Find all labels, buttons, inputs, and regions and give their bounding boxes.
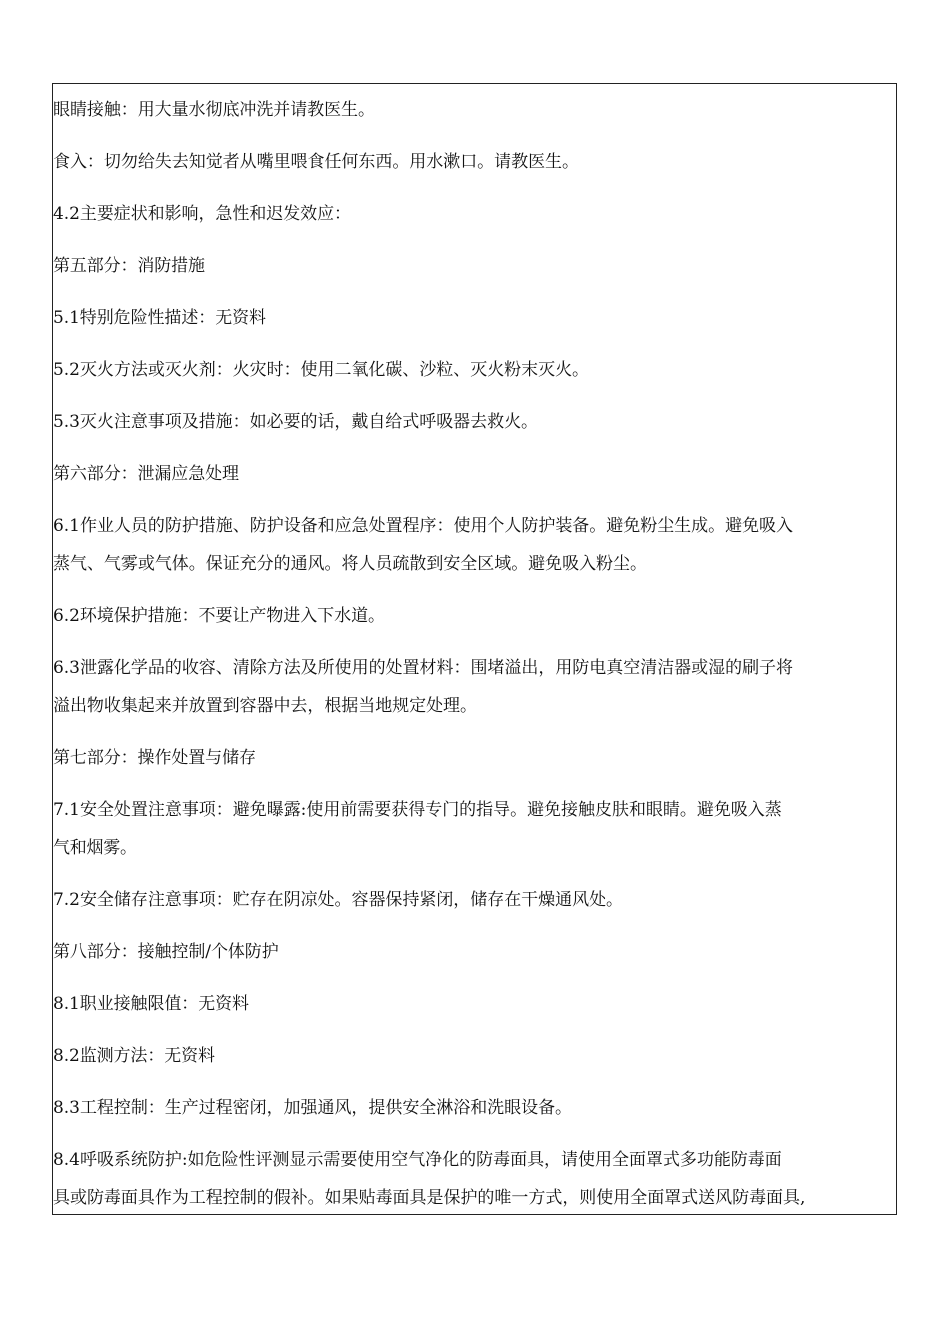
text-line: 7.1安全处置注意事项：避免曝露:使用前需要获得专门的指导。避免接触皮肤和眼睛。避免吸入蒸 xyxy=(53,800,782,820)
paragraph-8-3 xyxy=(53,1095,896,1121)
text-line: 8.3工程控制：生产过程密闭，加强通风，提供安全淋浴和洗眼设备。 xyxy=(53,1098,573,1118)
paragraph-5-2 xyxy=(53,357,896,383)
text-line: 4.2主要症状和影响，急性和迟发效应： xyxy=(53,204,351,224)
text-line: 8.2监测方法：无资料 xyxy=(53,1046,215,1066)
paragraph-7-2 xyxy=(53,887,896,913)
paragraph-8-4 xyxy=(53,1147,896,1211)
text-line: 6.2环境保护措施：不要让产物进入下水道。 xyxy=(53,606,385,626)
paragraph-4-2 xyxy=(53,201,896,227)
paragraph-8-2 xyxy=(53,1043,896,1069)
document-frame xyxy=(52,83,897,1215)
text-line: 第五部分：消防措施 xyxy=(53,256,205,276)
text-line: 5.2灭火方法或灭火剂：火灾时：使用二氧化碳、沙粒、灭火粉末灭火。 xyxy=(53,360,590,380)
text-line: 8.1职业接触限值：无资料 xyxy=(53,994,249,1014)
paragraph-6-3 xyxy=(53,655,896,719)
paragraph-5-1 xyxy=(53,305,896,331)
paragraph-6-2 xyxy=(53,603,896,629)
text-line: 第六部分：泄漏应急处理 xyxy=(53,464,239,484)
text-line: 眼睛接触：用大量水彻底冲洗并请教医生。 xyxy=(53,100,375,120)
text-line: 8.4呼吸系统防护:如危险性评测显示需要使用空气净化的防毒面具，请使用全面罩式多功能防毒面 xyxy=(53,1150,782,1170)
paragraph-eye-contact xyxy=(53,97,896,123)
text-line: 5.3灭火注意事项及措施：如必要的话，戴自给式呼吸器去救火。 xyxy=(53,412,539,432)
text-line: 6.3泄露化学品的收容、清除方法及所使用的处置材料：围堵溢出，用防电真空清洁器或湿的刷子将 xyxy=(53,658,794,678)
paragraph-7-1 xyxy=(53,797,896,861)
text-line: 具或防毒面具作为工程控制的假补。如果贴毒面具是保护的唯一方式，则使用全面罩式送风防毒面具, xyxy=(53,1188,806,1208)
text-line: 5.1特别危险性描述：无资料 xyxy=(53,308,266,328)
paragraph-6-1 xyxy=(53,513,896,577)
text-line: 第七部分：操作处置与储存 xyxy=(53,748,256,768)
paragraph-5-3 xyxy=(53,409,896,435)
text-line: 食入：切勿给失去知觉者从嘴里喂食任何东西。用水漱口。请教医生。 xyxy=(53,152,579,172)
section-heading-5 xyxy=(53,253,896,279)
text-line: 6.1作业人员的防护措施、防护设备和应急处置程序：使用个人防护装备。避免粉尘生成。避免吸入 xyxy=(53,516,794,536)
section-heading-8 xyxy=(53,939,896,965)
section-heading-7 xyxy=(53,745,896,771)
section-heading-6 xyxy=(53,461,896,487)
text-line: 溢出物收集起来并放置到容器中去，根据当地规定处理。 xyxy=(53,696,477,716)
text-line: 蒸气、气雾或气体。保证充分的通风。将人员疏散到安全区域。避免吸入粉尘。 xyxy=(53,554,647,574)
paragraph-ingestion xyxy=(53,149,896,175)
text-line: 气和烟雾。 xyxy=(53,838,137,858)
text-line: 7.2安全储存注意事项：贮存在阴凉处。容器保持紧闭，储存在干燥通风处。 xyxy=(53,890,624,910)
text-line: 第八部分：接触控制/个体防护 xyxy=(53,942,279,962)
paragraph-8-1 xyxy=(53,991,896,1017)
